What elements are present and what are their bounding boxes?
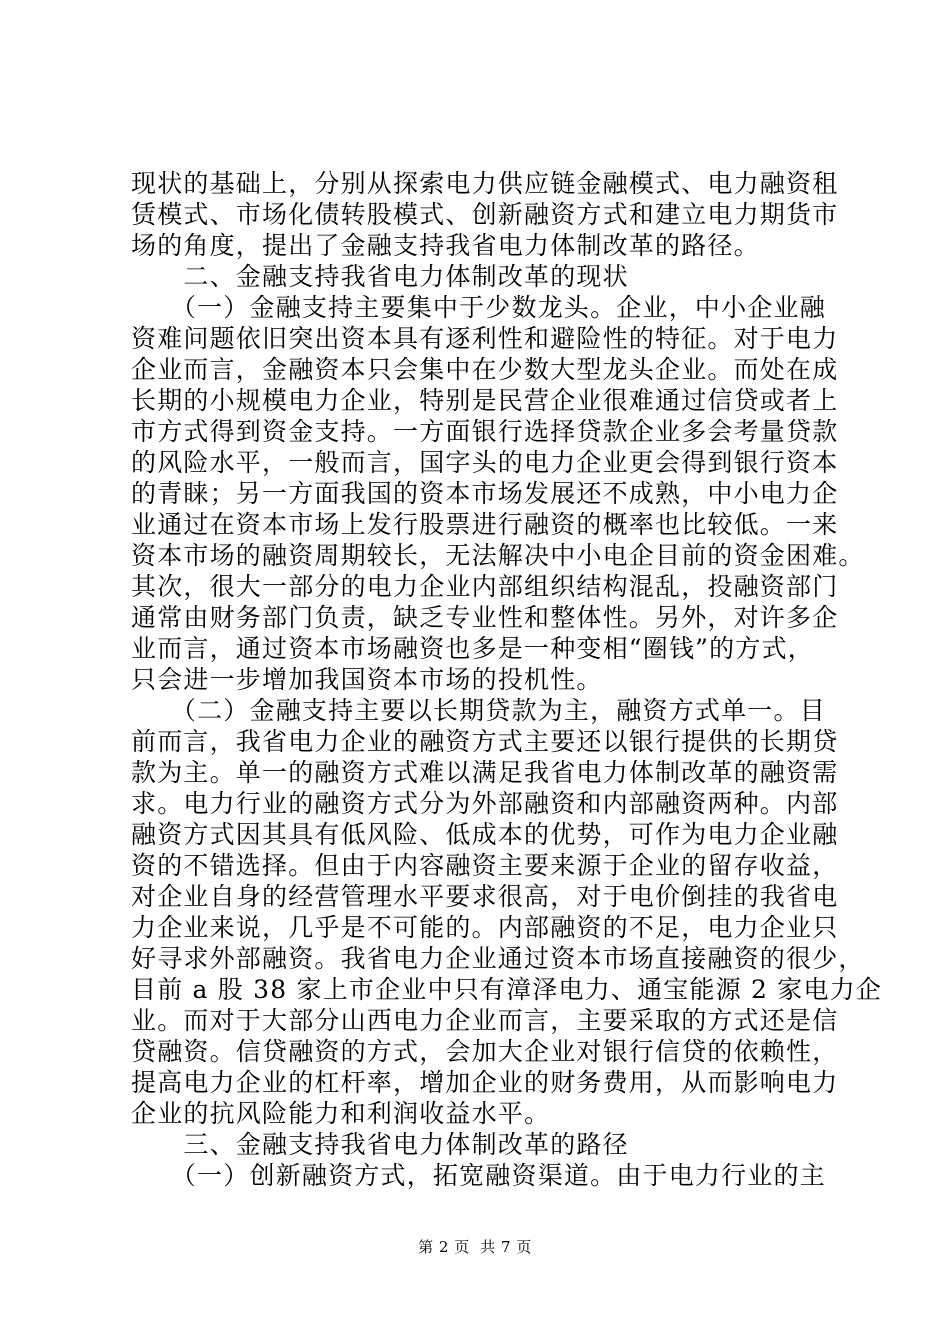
text-line: 的青睐；另一方面我国的资本市场发展还不成熟，中小电力企	[131, 479, 839, 508]
text-line: 前而言，我省电力企业的融资方式主要还以银行提供的长期贷	[131, 727, 839, 756]
text-line: 只会进一步增加我国资本市场的投机性。	[131, 665, 603, 694]
text-line: 企业而言，金融资本只会集中在少数大型龙头企业。而处在成	[131, 355, 839, 384]
text-line: （一）金融支持主要集中于少数龙头。企业，中小企业融	[131, 293, 826, 322]
text-line: 资难问题依旧突出资本具有逐利性和避险性的特征。对于电力	[131, 324, 839, 353]
text-line: 的风险水平，一般而言，国字头的电力企业更会得到银行资本	[131, 448, 839, 477]
text-line: 业通过在资本市场上发行股票进行融资的概率也比较低。一来	[131, 510, 839, 539]
text-line: （一）创新融资方式，拓宽融资渠道。由于电力行业的主	[131, 1161, 826, 1190]
text-line: 提高电力企业的杠杆率，增加企业的财务费用，从而影响电力	[131, 1068, 839, 1097]
page-number-label: 第 2 页 共 7 页	[418, 1238, 532, 1256]
text-line: 对企业自身的经营管理水平要求很高，对于电价倒挂的我省电	[131, 882, 839, 911]
text-line: 企业的抗风险能力和利润收益水平。	[131, 1099, 551, 1128]
text-line: 款为主。单一的融资方式难以满足我省电力体制改革的融资需	[131, 758, 839, 787]
text-line: 好寻求外部融资。我省电力企业通过资本市场直接融资的很少，	[131, 944, 865, 973]
text-line: 融资方式因其具有低风险、低成本的优势，可作为电力企业融	[131, 820, 839, 849]
page-footer	[0, 1237, 950, 1257]
text-line: 业而言，通过资本市场融资也多是一种变相“圈钱”的方式，	[131, 634, 814, 663]
text-line: 通常由财务部门负责，缺乏专业性和整体性。另外，对许多企	[131, 603, 839, 632]
text-line: 长期的小规模电力企业，特别是民营企业很难通过信贷或者上	[131, 386, 839, 415]
text-line: （二）金融支持主要以长期贷款为主，融资方式单一。目	[131, 696, 826, 725]
text-line: 资本市场的融资周期较长，无法解决中小电企目前的资金困难。	[131, 541, 865, 570]
text-line: 求。电力行业的融资方式分为外部融资和内部融资两种。内部	[131, 789, 839, 818]
document-body	[131, 168, 883, 1191]
text-line: 市方式得到资金支持。一方面银行选择贷款企业多会考量贷款	[131, 417, 839, 446]
text-line: 力企业来说，几乎是不可能的。内部融资的不足，电力企业只	[131, 913, 839, 942]
section-heading: 三、金融支持我省电力体制改革的路径	[131, 1130, 629, 1159]
text-line: 现状的基础上，分别从探索电力供应链金融模式、电力融资租	[131, 169, 839, 198]
text-line: 目前 a 股 38 家上市企业中只有漳泽电力、通宝能源 2 家电力企	[131, 975, 883, 1004]
text-line: 业。而对于大部分山西电力企业而言，主要采取的方式还是信	[131, 1006, 839, 1035]
text-line: 资的不错选择。但由于内容融资主要来源于企业的留存收益，	[131, 851, 839, 880]
text-line: 其次，很大一部分的电力企业内部组织结构混乱，投融资部门	[131, 572, 839, 601]
section-heading: 二、金融支持我省电力体制改革的现状	[131, 262, 629, 291]
text-line: 赁模式、市场化债转股模式、创新融资方式和建立电力期货市	[131, 200, 839, 229]
text-line: 贷融资。信贷融资的方式，会加大企业对银行信贷的依赖性，	[131, 1037, 839, 1066]
text-line: 场的角度，提出了金融支持我省电力体制改革的路径。	[131, 231, 760, 260]
